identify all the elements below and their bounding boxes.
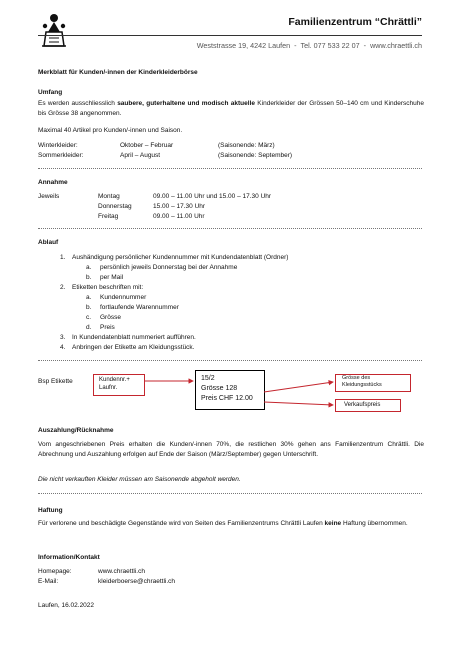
kontakt-homepage-link[interactable]: www.chraettli.ch	[98, 568, 145, 575]
auszahlung-note: Die nicht verkauften Kleider müssen am Saisonende abgeholt werden.	[38, 476, 241, 483]
haftung-text	[38, 519, 424, 529]
list-item: fortlaufende Warennummer	[100, 304, 179, 311]
haftung-text-pre: Für verlorene und beschädigte Gegenstände wird von Seiten des Familienzentrums Chrättli Laufen	[38, 520, 325, 527]
list-number: 1.	[60, 254, 66, 261]
section-heading-kontakt: Information/Kontakt	[38, 554, 100, 561]
header-separator: -	[363, 41, 367, 50]
annotation-text: Kleidungsstücks	[342, 382, 382, 388]
section-heading-umfang: Umfang	[38, 89, 63, 96]
annotation-text: Verkaufspreis	[344, 402, 381, 408]
list-item: Anbringen der Etikette am Kleidungsstück.	[72, 344, 195, 351]
annahme-day: Montag	[98, 193, 120, 200]
annahme-label: Jeweils	[38, 193, 60, 200]
kontakt-email-link[interactable]: kleiderboerse@chraettli.ch	[98, 578, 176, 585]
organization-title: Familienzentrum “Chrättli”	[288, 16, 422, 28]
auszahlung-text: Vom angeschriebenen Preis erhalten die Kunden/-innen 70%, die restlichen 30% gehen ans Familienzentrum Chrättli. Die Abrechnung und Auszahlung erfolgen auf Ende der Saison (März/September) gegen Unterschrift.	[38, 441, 424, 458]
list-item: persönlich jeweils Donnerstag bei der Annahme	[100, 264, 238, 271]
header-address: Weststrasse 19, 4242 Laufen	[196, 41, 291, 50]
list-letter: a.	[86, 264, 92, 271]
arrow-to-price-box	[264, 402, 333, 405]
list-item: Kundennummer	[100, 294, 147, 301]
list-letter: c.	[86, 314, 92, 321]
section-heading-auszahlung: Auszahlung/Rücknahme	[38, 427, 114, 434]
header-website: www.chraettli.ch	[370, 41, 422, 50]
list-item: Etiketten beschriften mit:	[72, 284, 144, 291]
annahme-time: 09.00 – 11.00 Uhr	[153, 213, 205, 220]
season-label: Sommerkleider:	[38, 152, 84, 159]
list-item: Preis	[100, 324, 115, 331]
section-heading-annahme: Annahme	[38, 179, 68, 186]
footer-date: Laufen, 16.02.2022	[38, 602, 95, 609]
label-size: Grösse 128	[201, 385, 238, 392]
section-heading-haftung: Haftung	[38, 507, 63, 514]
haftung-text-bold: keine	[324, 520, 342, 527]
season-range: Oktober – Februar	[120, 142, 174, 149]
kontakt-label: Homepage:	[38, 568, 72, 575]
section-divider	[38, 493, 422, 494]
annotation-text: Grösse des	[342, 375, 371, 381]
arrow-to-size-box	[264, 382, 333, 392]
umfang-text-bold: saubere, guterhaltene und modisch aktuelle	[117, 100, 255, 107]
list-letter: a.	[86, 294, 92, 301]
header-phone: Tel. 077 533 22 07	[300, 41, 360, 50]
annahme-time: 09.00 – 11.00 Uhr und 15.00 – 17.30 Uhr	[153, 193, 272, 200]
label-price: Preis CHF 12.00	[201, 395, 253, 402]
kontakt-label: E-Mail:	[38, 578, 59, 585]
list-item: Grösse	[100, 314, 121, 321]
umfang-max-articles: Maximal 40 Artikel pro Kunden/-innen und Saison.	[38, 127, 183, 134]
umfang-text-pre: Es werden ausschliesslich	[38, 100, 118, 107]
season-end: (Saisonende: September)	[218, 152, 293, 159]
season-label: Winterkleider:	[38, 142, 78, 149]
list-number: 3.	[60, 334, 66, 341]
list-item: Aushändigung persönlicher Kundennummer mit Kundendatenblatt (Ordner)	[72, 254, 289, 261]
annahme-day: Donnerstag	[98, 203, 132, 210]
etikette-label: Bsp Etikette	[38, 378, 73, 385]
annotation-text: Kundennr.+	[99, 377, 130, 383]
annahme-day: Freitag	[98, 213, 119, 220]
list-number: 2.	[60, 284, 66, 291]
season-range: April – August	[120, 152, 161, 159]
haftung-text-post: Haftung übernommen.	[341, 520, 408, 527]
list-letter: b.	[86, 274, 92, 281]
annotation-text: Laufnr.	[99, 385, 118, 391]
season-end: (Saisonende: März)	[218, 142, 275, 149]
list-letter: b.	[86, 304, 92, 311]
list-number: 4.	[60, 344, 66, 351]
list-item: per Mail	[100, 274, 124, 281]
list-letter: d.	[86, 324, 92, 331]
section-heading-ablauf: Ablauf	[38, 239, 59, 246]
annahme-time: 15.00 – 17.30 Uhr	[153, 203, 206, 210]
document-title: Merkblatt für Kunden/-innen der Kinderkleiderbörse	[38, 69, 198, 76]
list-item: In Kundendatenblatt nummeriert aufführen.	[72, 334, 196, 341]
label-number: 15/2	[201, 375, 215, 382]
umfang-text-post: Kinderkleider der Grössen 50–140 cm und Kinderschuhe bis Grösse 38 angenommen.	[38, 100, 424, 117]
header-separator: -	[294, 41, 297, 50]
